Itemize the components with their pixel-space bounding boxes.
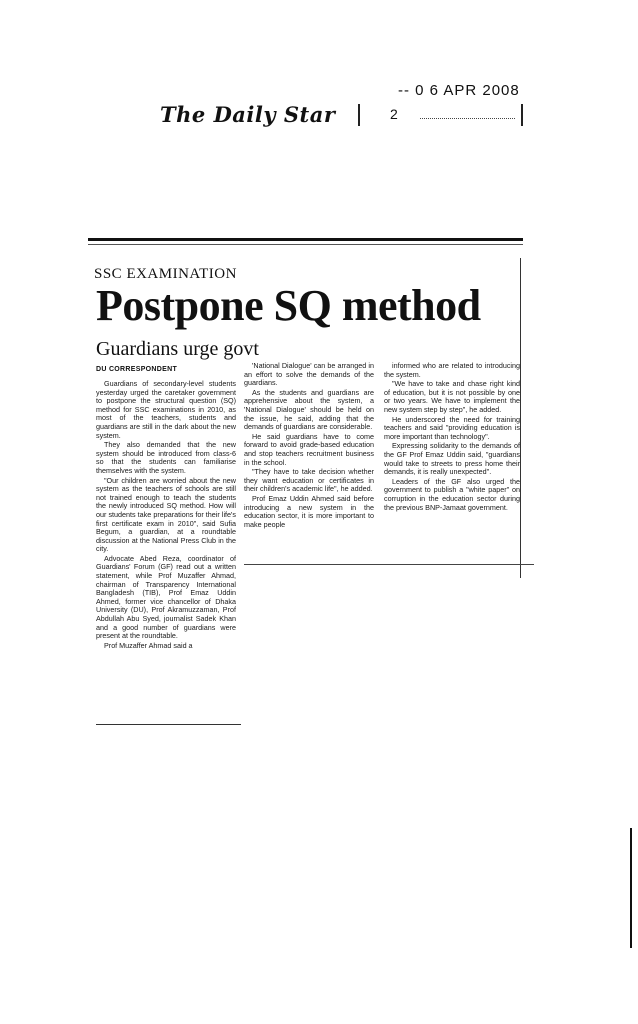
paragraph: "We have to take and chase right kind of education, but it is not possible by one or two years. We have to implement the new system step by step", he added.	[384, 379, 520, 414]
article-column-1	[96, 380, 236, 722]
paragraph: informed who are related to introducing the system.	[384, 362, 520, 379]
article-kicker: SSC EXAMINATION	[94, 266, 237, 282]
stamp-date: -- 0 6 APR 2008	[398, 82, 520, 99]
paragraph: Prof Emaz Uddin Ahmed said before introducing a new system in the education sector, it is more important to make people	[244, 493, 374, 529]
newspaper-masthead: The Daily Star	[160, 102, 336, 127]
article-column-3	[384, 362, 520, 556]
scan-edge-mark	[630, 828, 632, 948]
bottom-rule-left	[96, 724, 241, 725]
paragraph: As the students and guardians are apprehensive about the system, a 'National Dialogue' should be held on the issue, he said, adding that the demands of guardians are considerable.	[244, 387, 374, 432]
paragraph: "Our children are worried about the new system as the teachers of schools are still not trained enough to teach the students the newly introduced SQ method. How will our students take preparations for their life's first certificate exam in 2010", said Sufia Begum, a guardian, at a roundtable discussion at the National Press Club in the city.	[96, 475, 236, 554]
paragraph: Prof Muzaffer Ahmad said a	[104, 640, 193, 650]
bottom-rule-right	[244, 564, 534, 565]
top-rule	[88, 238, 523, 241]
paragraph: 'National Dialogue' can be arranged in an effort to solve the demands of the guardians.	[244, 362, 374, 388]
top-rule-thin	[88, 244, 523, 245]
paragraph: He underscored the need for training teachers and said "providing education is more important than technology".	[384, 414, 520, 441]
paragraph: Expressing solidarity to the demands of the GF Prof Emaz Uddin said, "guardians would take to streets to press home their demands, it is really unexpected".	[384, 441, 520, 477]
paragraph: They also demanded that the new system should be introduced from class-6 so that the students can familiarise themselves with the system.	[96, 440, 236, 475]
paragraph: Guardians of secondary-level students yesterday urged the caretaker government to postpone the structural question (SQ) method for SSC examinations in 2010, as most of the teachers, students and guardians are still in the dark about the new system.	[96, 380, 236, 440]
stamp-number: 2	[390, 106, 398, 122]
article-byline: DU CORRESPONDENT	[96, 366, 178, 373]
paragraph: Advocate Abed Reza, coordinator of Guardians' Forum (GF) read out a written statement, while Prof Muzaffer Ahmad, chairman of Transparency International Bangladesh (TIB), Prof Emaz Uddin Ahmed, former vice chancellor of Dhaka University (DU), Prof Akramuzzaman, Prof Abdullah Abu Syed, journalist Sadek Khan and a good number of guardians were present at the roundtable.	[96, 553, 236, 641]
article-column-2	[244, 362, 374, 556]
paragraph: "They have to take decision whether they want education or certificates in their children's academic life", he added.	[244, 467, 374, 494]
article-subhead: Guardians urge govt	[96, 338, 259, 360]
stamp-dotted-line	[420, 118, 515, 119]
date-stamp	[358, 82, 528, 132]
paragraph: He said guardians have to come forward to avoid grade-based education and stop teachers recruitment business in the school.	[244, 431, 374, 467]
stamp-box	[358, 104, 523, 126]
article-headline: Postpone SQ method	[96, 281, 481, 330]
newspaper-clipping	[88, 238, 528, 728]
paragraph: Leaders of the GF also urged the government to publish a "white paper" on corruption in the education sector during the previous BNP-Jamaat government.	[384, 476, 520, 512]
column-border	[520, 258, 521, 578]
